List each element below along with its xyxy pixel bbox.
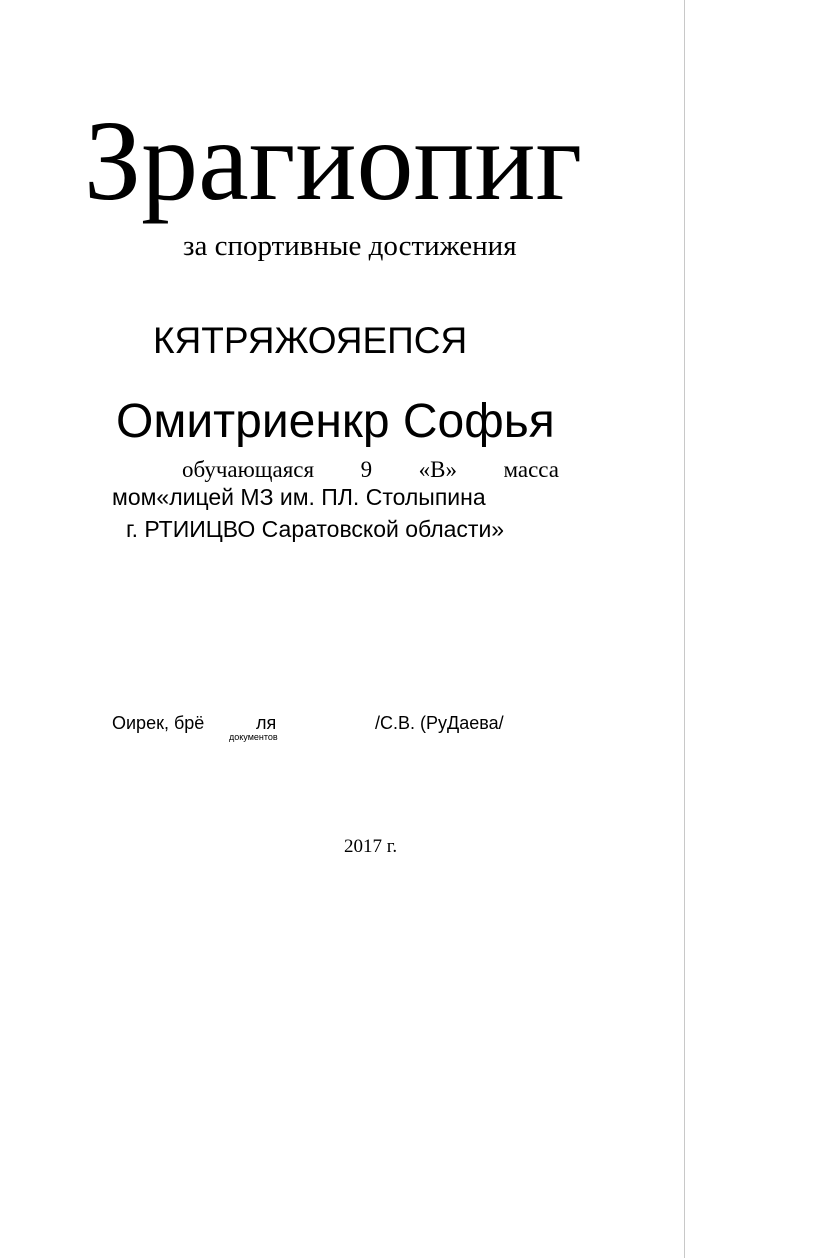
details-word: обучающаяся [182,457,315,482]
signature-note: документов [229,732,278,742]
details-word: масса [503,457,559,482]
awarded-heading: КЯТРЯЖОЯЕПСЯ [153,320,468,361]
signature-middle-text: ля [256,713,277,733]
certificate-title: Зрагиопиг [84,97,583,224]
details-word: «В» [418,457,457,482]
signature-name: /С.В. (РуДаева/ [375,713,504,733]
recipient-details-line-1 [182,458,559,481]
details-word: 9 [360,457,373,482]
recipient-name: Омитриенкр Софья [116,395,555,448]
recipient-details-line-2: мом«лицей МЗ им. ПЛ. Столыпина [112,484,486,510]
recipient-details-line-3: г. РТИИЦВО Саратовской области» [126,516,505,542]
certificate-subtitle: за спортивные достижения [183,230,517,262]
document-year: 2017 г. [344,836,398,857]
signature-position: Оирек, брё [112,713,205,733]
